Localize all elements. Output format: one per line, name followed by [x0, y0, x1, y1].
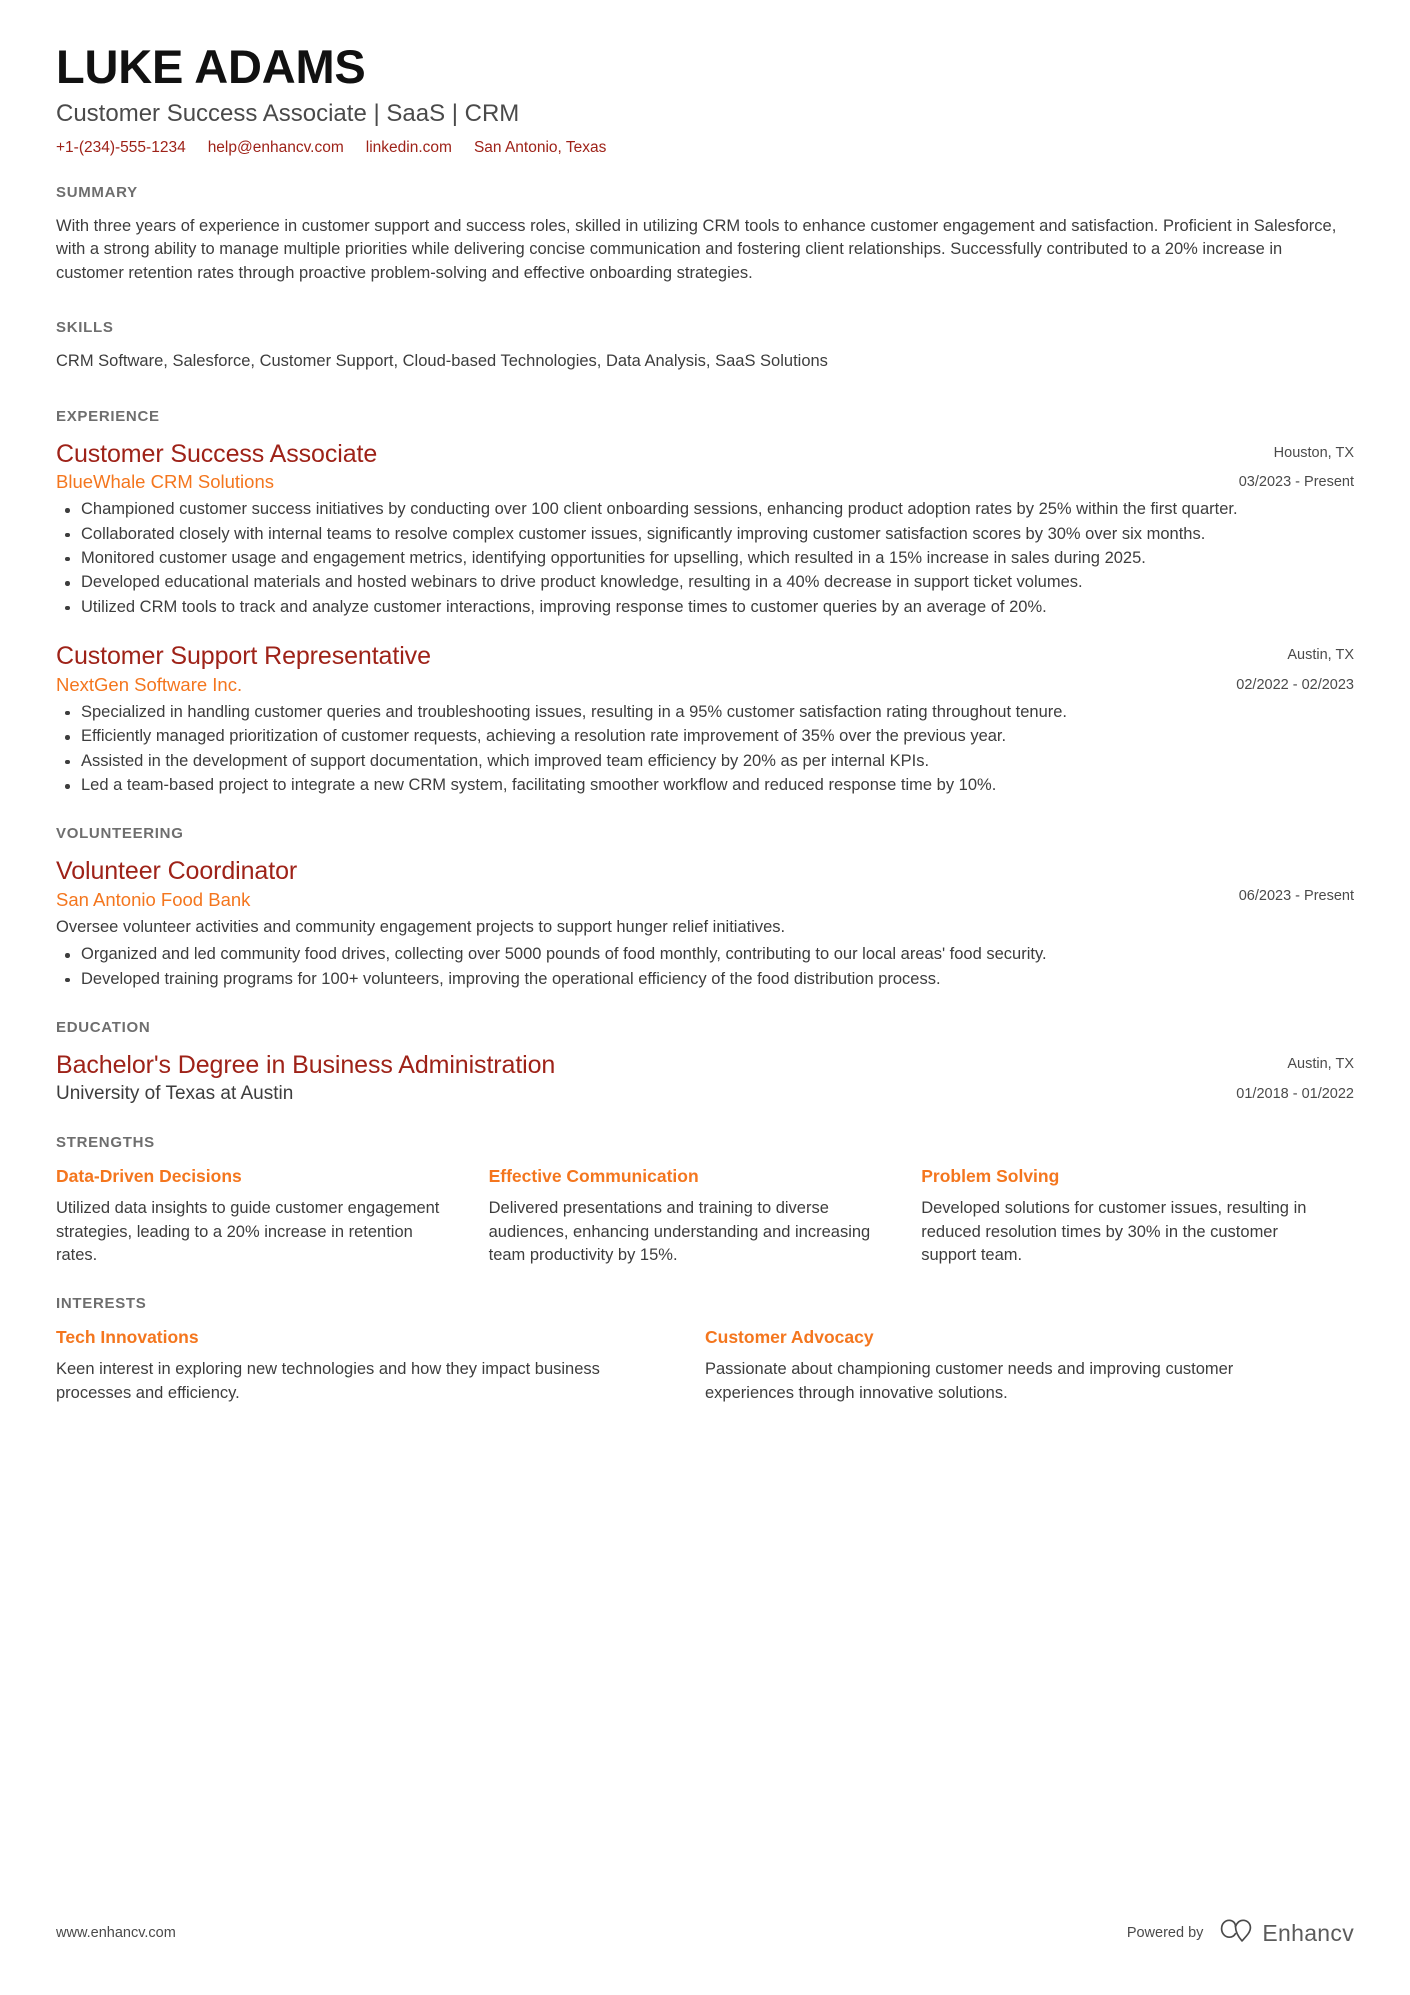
volunteer-organization: San Antonio Food Bank: [56, 888, 251, 910]
section-title-strengths: STRENGTHS: [56, 1134, 155, 1152]
enhancv-logo-lockup: [1219, 1919, 1354, 1947]
education-entry-left: [56, 1050, 1236, 1106]
contact-email[interactable]: help@enhancv.com: [207, 138, 344, 156]
experience-entry-head: [56, 439, 1354, 495]
volunteering-entry-head: [56, 856, 1354, 912]
volunteer-dates: 06/2023 - Present: [1238, 888, 1354, 905]
job-bullets: [56, 498, 1354, 619]
volunteer-role: Volunteer Coordinator: [56, 857, 298, 886]
school-dates: 01/2018 - 01/2022: [1236, 1085, 1354, 1102]
section-skills: [56, 319, 1354, 373]
section-strengths: [56, 1134, 1354, 1267]
section-title-skills: SKILLS: [56, 319, 114, 337]
job-location: Austin, TX: [1287, 647, 1354, 664]
bullet-item: Collaborated closely with internal teams to resolve complex customer issues, significantly improving customer satisfaction scores by 30% over six months.: [56, 523, 1354, 546]
bullet-item: Utilized CRM tools to track and analyze customer interactions, improving response times to customer queries by an average of 20%.: [56, 596, 1354, 619]
contact-location: San Antonio, Texas: [473, 138, 607, 156]
summary-text: With three years of experience in customer support and success roles, skilled in utilizing CRM tools to enhance customer engagement and satisfaction. Proficient in Salesforce, with a strong ability to manage multiple priorities while delivering concise communication and fostering client relationships. Successfully contributed to a 20% increase in customer retention rates through proactive problem-solving and effective onboarding strategies.: [56, 216, 1337, 282]
strength-title: Problem Solving: [921, 1166, 1060, 1187]
interest-text: Keen interest in exploring new technologies and how they impact business processes and efficiency.: [56, 1360, 600, 1402]
bullet-item: Organized and led community food drives, collecting over 5000 pounds of food monthly, contributing to our local areas' food security.: [56, 943, 1354, 966]
degree-title: Bachelor's Degree in Business Administration: [56, 1051, 556, 1080]
volunteering-entry-left: [56, 856, 1239, 912]
bullet-item: Specialized in handling customer queries and troubleshooting issues, resulting in a 95% customer satisfaction rating throughout tenure.: [56, 701, 1354, 724]
education-entry-head: [56, 1050, 1354, 1106]
job-location: Houston, TX: [1273, 444, 1354, 461]
experience-entry-left: [56, 439, 1239, 495]
volunteering-entry: [56, 856, 1354, 991]
section-title-summary: SUMMARY: [56, 183, 138, 201]
strength-text: Utilized data insights to guide customer engagement strategies, leading to a 20% increase in retention rates.: [56, 1199, 440, 1265]
resume-header: [56, 42, 1354, 158]
contact-row: [56, 138, 1354, 158]
resume-footer: [56, 1919, 1354, 1947]
job-title: Customer Support Representative: [56, 642, 431, 671]
section-title-volunteering: VOLUNTEERING: [56, 825, 184, 843]
interests-grid: [56, 1326, 1354, 1405]
section-title-interests: INTERESTS: [56, 1295, 147, 1313]
strength-text: Delivered presentations and training to diverse audiences, enhancing understanding and increasing team productivity by 15%.: [488, 1199, 871, 1265]
strength-text: Developed solutions for customer issues, resulting in reduced resolution times by 30% in the customer support team.: [921, 1199, 1307, 1265]
section-summary: [56, 184, 1354, 285]
powered-by-label: Powered by: [1126, 1925, 1204, 1941]
bullet-item: Efficiently managed prioritization of customer requests, achieving a resolution rate improvement of 35% over the previous year.: [56, 725, 1354, 748]
job-bullets: [56, 701, 1354, 798]
footer-branding: [1127, 1919, 1354, 1947]
interest-title: Tech Innovations: [56, 1327, 199, 1348]
interest-text: Passionate about championing customer needs and improving customer experiences through innovative solutions.: [705, 1360, 1234, 1402]
enhancv-mark-icon: [1219, 1919, 1253, 1947]
experience-entry-meta: [1236, 641, 1354, 694]
contact-linkedin[interactable]: linkedin.com: [365, 138, 452, 156]
section-volunteering: [56, 825, 1354, 991]
strengths-grid: [56, 1165, 1354, 1267]
volunteer-bullets: [56, 943, 1354, 991]
bullet-item: Developed educational materials and hosted webinars to drive product knowledge, resulting in a 40% decrease in support ticket volumes.: [56, 571, 1354, 594]
skills-text: CRM Software, Salesforce, Customer Support, Cloud-based Technologies, Data Analysis, SaaS Solutions: [56, 352, 828, 371]
section-education: [56, 1019, 1354, 1106]
strength-card: [56, 1165, 489, 1267]
education-entry: [56, 1050, 1354, 1106]
volunteer-description: Oversee volunteer activities and community engagement projects to support hunger relief initiatives.: [56, 918, 786, 937]
section-title-education: EDUCATION: [56, 1019, 151, 1037]
section-interests: [56, 1295, 1354, 1405]
job-dates: 02/2022 - 02/2023: [1236, 676, 1354, 693]
bullet-item: Monitored customer usage and engagement metrics, identifying opportunities for upselling, which resulted in a 15% increase in sales during 2025.: [56, 547, 1354, 570]
experience-entry: [56, 439, 1354, 620]
experience-entry: [56, 641, 1354, 797]
bullet-item: Led a team-based project to integrate a new CRM system, facilitating smoother workflow and reduced response time by 10%.: [56, 774, 1354, 797]
candidate-name: LUKE ADAMS: [56, 40, 366, 93]
bullet-item: Championed customer success initiatives by conducting over 100 client onboarding sessions, enhancing product adoption rates by 25% within the first quarter.: [56, 498, 1354, 521]
enhancv-wordmark: Enhancv: [1262, 1919, 1354, 1946]
company-name: NextGen Software Inc.: [56, 673, 243, 695]
company-name: BlueWhale CRM Solutions: [56, 471, 274, 493]
school-location: Austin, TX: [1287, 1056, 1354, 1073]
interest-card: [56, 1326, 705, 1405]
strength-card: [921, 1165, 1354, 1267]
bullet-item: Developed training programs for 100+ volunteers, improving the operational efficiency of the food distribution process.: [56, 968, 1354, 991]
experience-entry-left: [56, 641, 1236, 697]
bullet-item: Assisted in the development of support documentation, which improved team efficiency by 20% as per internal KPIs.: [56, 750, 1354, 773]
contact-phone[interactable]: +1-(234)-555-1234: [56, 138, 186, 156]
candidate-headline: Customer Success Associate | SaaS | CRM: [56, 99, 520, 127]
section-title-experience: EXPERIENCE: [56, 407, 160, 425]
job-title: Customer Success Associate: [56, 439, 378, 468]
strength-title: Effective Communication: [488, 1166, 699, 1187]
interest-card: [705, 1326, 1354, 1405]
experience-entry-meta: [1239, 439, 1354, 492]
section-experience: [56, 408, 1354, 798]
education-entry-meta: [1236, 1050, 1354, 1103]
strength-card: [489, 1165, 922, 1267]
footer-website[interactable]: www.enhancv.com: [56, 1925, 176, 1941]
strength-title: Data-Driven Decisions: [56, 1166, 242, 1187]
job-dates: 03/2023 - Present: [1238, 473, 1354, 490]
volunteering-entry-meta: [1239, 856, 1354, 905]
experience-entry-head: [56, 641, 1354, 697]
interest-title: Customer Advocacy: [705, 1327, 874, 1348]
school-name: University of Texas at Austin: [56, 1082, 294, 1104]
